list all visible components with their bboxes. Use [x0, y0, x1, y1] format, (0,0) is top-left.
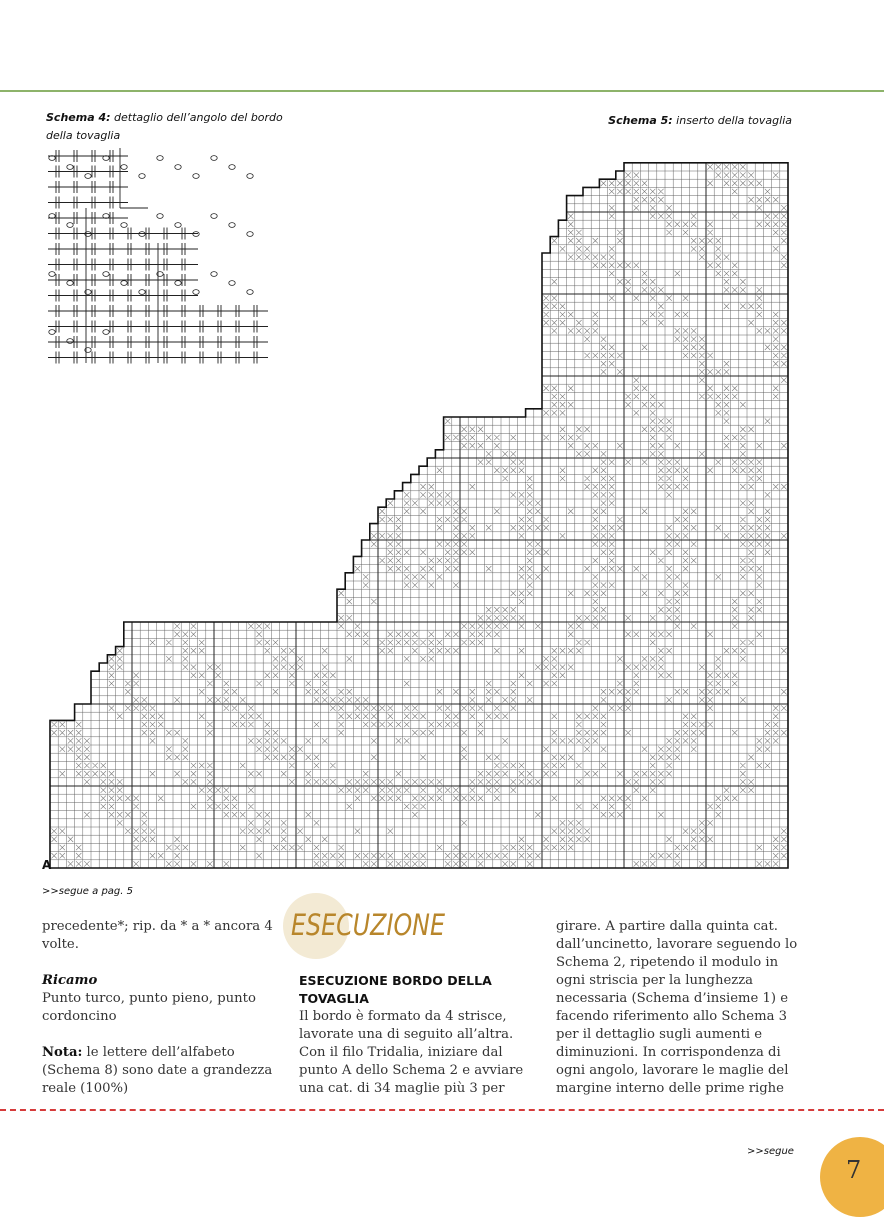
nota-text: le lettere dell’alfabeto (Schema 8) sono date a grandezza reale (100%)	[42, 1045, 273, 1096]
col2-text: Il bordo è formato da 4 strisce, lavorate una di seguito all’altra. Con il filo Tridalia, iniziare dal punto A dello Schema 2 e avviare una cat. di 34 maglie più 3 per	[299, 1009, 524, 1096]
col2-heading: ESECUZIONE BORDO DELLA TOVAGLIA	[299, 973, 492, 1006]
section-title: ESECUZIONE	[291, 908, 445, 942]
schema4-caption-text: dettaglio dell’angolo del bordo della tovaglia	[46, 111, 283, 142]
text-column-2	[299, 972, 539, 1098]
page-number: 7	[846, 1156, 862, 1184]
text-column-3	[556, 918, 806, 1098]
ricamo-text: Punto turco, punto pieno, punto cordoncino	[42, 991, 256, 1024]
grid-cells	[50, 163, 788, 868]
ricamo-heading: Ricamo	[42, 973, 98, 988]
segue-note: >>segue	[747, 1146, 794, 1157]
ricamo-block	[42, 972, 282, 1026]
dashed-rule	[0, 1109, 884, 1111]
schema5-caption	[552, 112, 792, 130]
grid-lines	[50, 163, 788, 868]
nota-block	[42, 1044, 282, 1098]
col1-line1: precedente*; rip. da * a * ancora 4 volte.	[42, 919, 273, 952]
text-column-1	[42, 918, 282, 1116]
top-rule	[0, 90, 884, 92]
schema5-caption-bold: Schema 5:	[608, 114, 673, 127]
nota-heading: Nota:	[42, 1045, 83, 1060]
schema5-caption-text: inserto della tovaglia	[672, 114, 792, 127]
continue-note: >>segue a pag. 5	[42, 886, 133, 897]
point-a-label: A	[42, 858, 52, 872]
schema4-caption-bold: Schema 4:	[46, 111, 111, 124]
col3-text: girare. A partire dalla quinta cat. dall’uncinetto, lavorare seguendo lo Schema 2, ripetendo il modulo in ogni striscia per la lunghezza necessaria (Schema d’insieme 1) e facendo riferimento allo Schema 3 per il dettaglio sugli aumenti e diminuzioni. In corrispondenza di ogni angolo, lavorare le maglie del margine interno delle prime righe	[556, 919, 798, 1096]
schema5-grid-chart	[40, 138, 800, 873]
